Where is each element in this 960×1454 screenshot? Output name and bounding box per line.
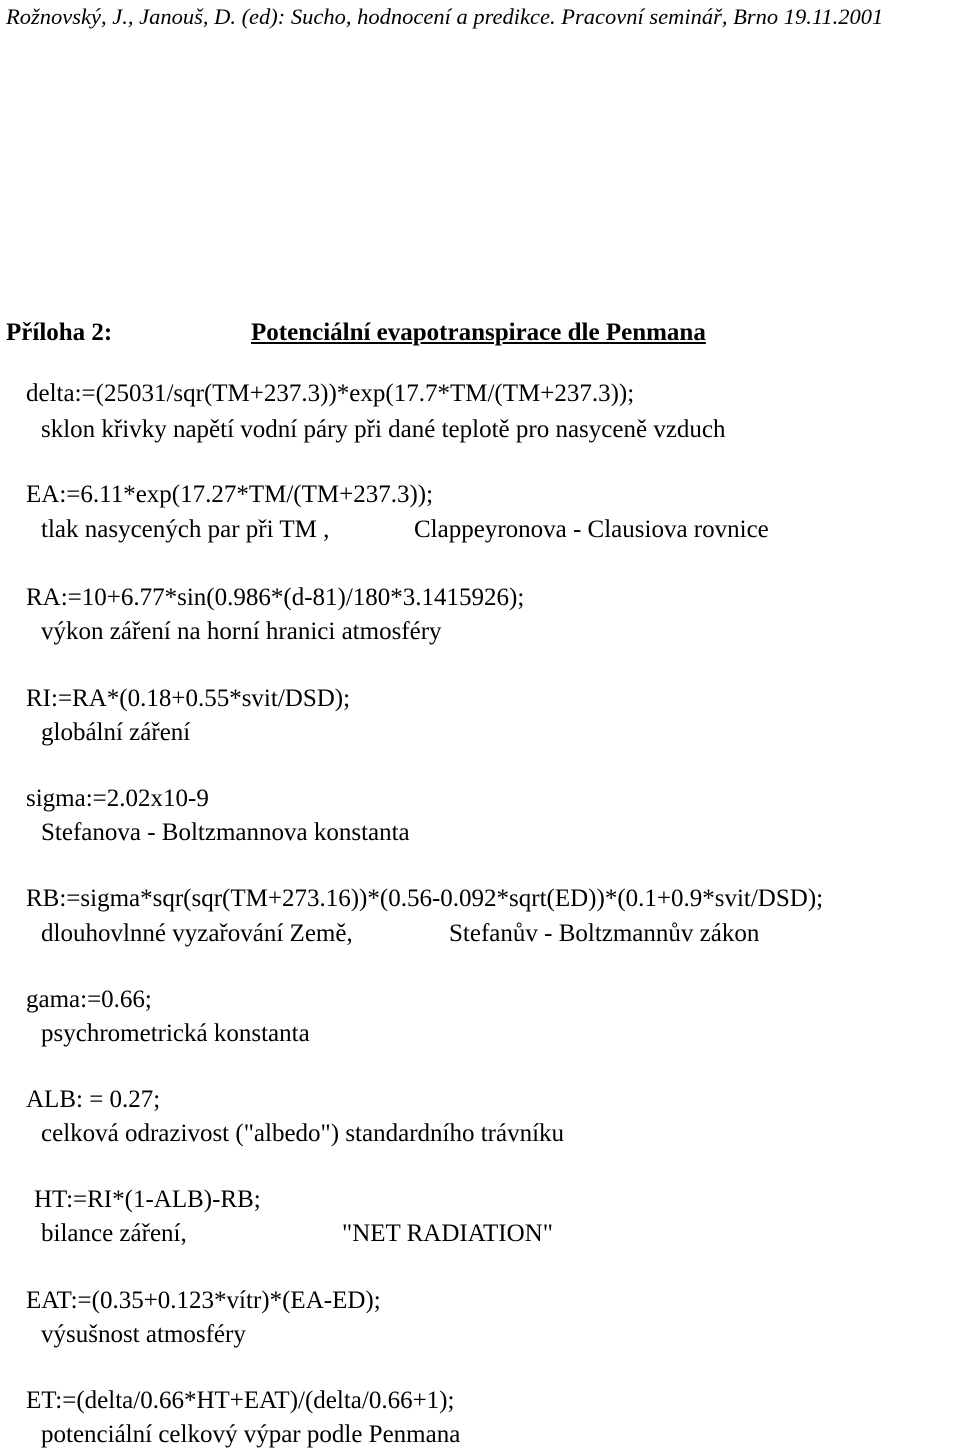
formula-ht: HT:=RI*(1-ALB)-RB;	[34, 1186, 261, 1213]
appendix-label: Příloha 2:	[6, 319, 113, 346]
formula-ea-description: tlak nasycených par při TM ,	[41, 516, 330, 543]
page-header: Rožnovský, J., Janouš, D. (ed): Sucho, hodnocení a predikce. Pracovní seminář, Brno 19.11.2001	[6, 4, 884, 29]
formula-ri: RI:=RA*(0.18+0.55*svit/DSD);	[26, 685, 351, 712]
formula-ra-description: výkon záření na horní hranici atmosféry	[41, 618, 442, 645]
formula-ea-note: Clappeyronova - Clausiova rovnice	[414, 516, 769, 543]
formula-ht-description: bilance záření,	[41, 1220, 187, 1247]
formula-eat-description: výsušnost atmosféry	[41, 1321, 246, 1348]
formula-ra: RA:=10+6.77*sin(0.986*(d-81)/180*3.1415926);	[26, 584, 525, 611]
formula-alb: ALB: = 0.27;	[26, 1086, 161, 1113]
formula-rb: RB:=sigma*sqr(sqr(TM+273.16))*(0.56-0.092*sqrt(ED))*(0.1+0.9*svit/DSD);	[26, 885, 824, 912]
formula-gama: gama:=0.66;	[26, 986, 152, 1013]
formula-et-description: potenciální celkový výpar podle Penmana	[41, 1421, 461, 1448]
formula-ht-note: "NET RADIATION"	[342, 1220, 553, 1247]
formula-ri-description: globální záření	[41, 719, 191, 746]
formula-delta-description: sklon křivky napětí vodní páry při dané teplotě pro nasyceně vzduch	[41, 416, 726, 443]
formula-et: ET:=(delta/0.66*HT+EAT)/(delta/0.66+1);	[26, 1387, 455, 1414]
formula-sigma-description: Stefanova - Boltzmannova konstanta	[41, 819, 410, 846]
formula-eat: EAT:=(0.35+0.123*vítr)*(EA-ED);	[26, 1287, 381, 1314]
formula-rb-note: Stefanův - Boltzmannův zákon	[449, 920, 760, 947]
formula-gama-description: psychrometrická konstanta	[41, 1020, 310, 1047]
appendix-title: Potenciální evapotranspirace dle Penmana	[251, 319, 706, 346]
formula-delta: delta:=(25031/sqr(TM+237.3))*exp(17.7*TM/(TM+237.3));	[26, 380, 635, 407]
formula-ea: EA:=6.11*exp(17.27*TM/(TM+237.3));	[26, 481, 434, 508]
formula-alb-description: celková odrazivost ("albedo") standardního trávníku	[41, 1120, 565, 1147]
formula-sigma: sigma:=2.02x10-9	[26, 785, 209, 812]
formula-rb-description: dlouhovlnné vyzařování Země,	[41, 920, 353, 947]
